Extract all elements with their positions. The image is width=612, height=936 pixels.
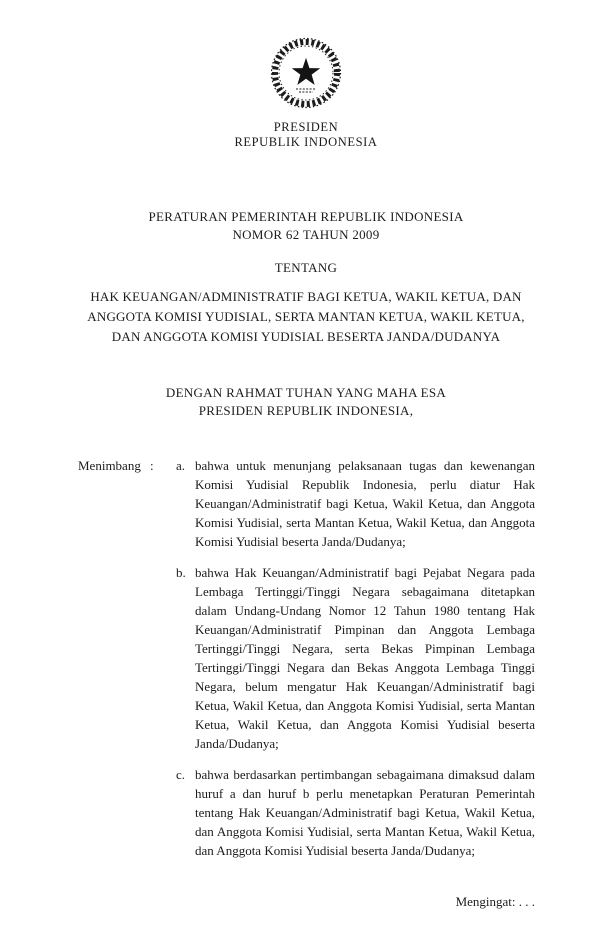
star-icon [291,57,322,87]
item-marker: a. [176,458,186,473]
regulation-number: NOMOR 62 TAHUN 2009 [232,227,380,242]
item-marker: c. [176,767,186,782]
catchword-next-section: Mengingat: . . . [455,894,535,909]
tentang-heading: TENTANG [274,260,338,275]
regulation-title [0,208,612,244]
regulation-title-line1: PERATURAN PEMERINTAH REPUBLIK INDONESIA [148,209,464,224]
item-text: bahwa Hak Keuangan/Administratif bagi Pejabat Negara pada Lembaga Tertinggi/Tinggi Negara sebagaimana ditetapkan dalam Undang-Undang Nomor 12 Tahun 1980 tentang Hak Keuangan/Administratif Pimpinan dan Anggota Lembaga Tertinggi/Tinggi Negara, serta Bekas Pimpinan Lembaga Tertinggi/Tinggi Negara dan Bekas Anggota Lembaga Tinggi Negara, belum mengatur Hak Keuangan/Administratif bagi Ketua, Wakil Ketua, dan Anggota Komisi Yudisial, serta Mantan Ketua, Wakil Ketua, dan Anggota Komisi Yudisial beserta Janda/Dudanya; [195,565,535,751]
menimbang-colon: : [150,458,154,473]
preamble [0,384,612,420]
considerations-section [78,456,535,860]
letterhead [0,0,612,150]
preamble-line1: DENGAN RAHMAT TUHAN YANG MAHA ESA [165,385,447,400]
regulation-subject: HAK KEUANGAN/ADMINISTRATIF BAGI KETUA, WAKIL KETUA, DAN ANGGOTA KOMISI YUDISIAL, SERTA MANTAN KETUA, WAKIL KETUA, DAN ANGGOTA KOMISI YUDISIAL BESERTA JANDA/DUDANYA [87,289,525,344]
consideration-item-a [176,456,535,551]
consideration-item-b [176,563,535,753]
menimbang-label: Menimbang [78,458,141,473]
item-text: bahwa untuk menunjang pelaksanaan tugas dan kewenangan Komisi Yudisial Republik Indonesia, perlu diatur Hak Keuangan/Administratif bagi Ketua, Wakil Ketua, dan Anggota Komisi Yudisial, serta Mantan Ketua, Wakil Ketua, dan Anggota Komisi Yudisial beserta Janda/Dudanya; [195,458,535,549]
org-name-line1: PRESIDEN [273,120,339,134]
item-marker: b. [176,565,186,580]
considerations-list [176,456,535,860]
presidential-seal-icon [267,34,345,112]
item-text: bahwa berdasarkan pertimbangan sebagaimana dimaksud dalam huruf a dan huruf b perlu menetapkan Peraturan Pemerintah tentang Hak Keuangan/Administratif bagi Ketua, Wakil Ketua, dan Anggota Komisi Yudisial, serta Mantan Ketua, Wakil Ketua, dan Anggota Komisi Yudisial beserta Janda/Dudanya; [195,767,535,858]
preamble-line2: PRESIDEN REPUBLIK INDONESIA, [198,403,414,418]
org-name-line2: REPUBLIK INDONESIA [234,135,378,149]
consideration-item-c [176,765,535,860]
